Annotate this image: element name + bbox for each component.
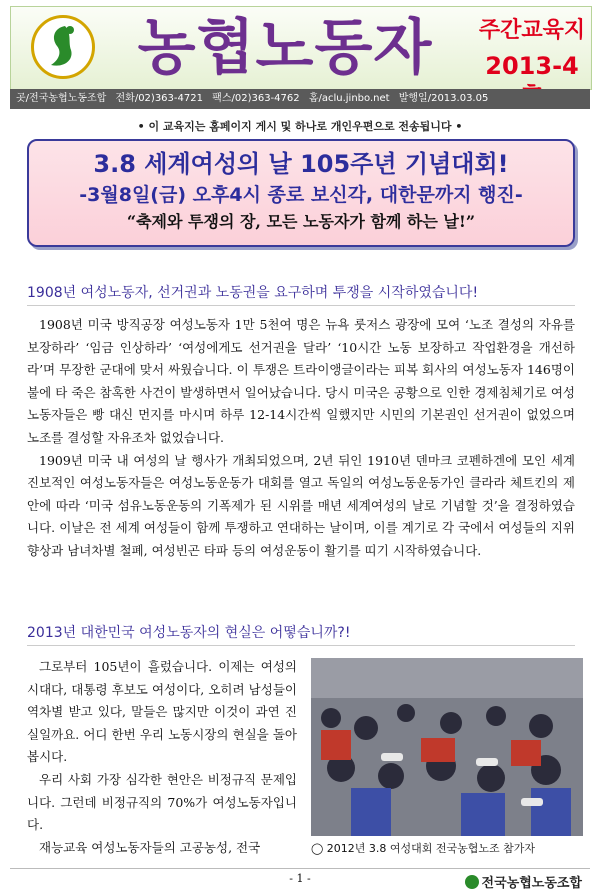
photo-caption: ◯ 2012년 3.8 여성대회 전국농협노조 참가자 bbox=[311, 842, 536, 855]
page-number: - 1 - bbox=[289, 872, 311, 885]
newsletter-title: 농협노동자 bbox=[137, 13, 433, 83]
issue-number: 2013-4 bbox=[485, 52, 579, 80]
masthead bbox=[10, 6, 592, 90]
contact-phone: 전화/02)363-4721 bbox=[115, 93, 203, 104]
issue-label: 주간교육지 bbox=[478, 18, 586, 43]
footer-organization bbox=[465, 872, 582, 891]
section1-paragraph: 1909년 미국 내 여성의 날 행사가 개최되었으며, 2년 뒤인 1910년 덴마크 코펜하겐에 모인 세계 진보적인 여성노동자들은 여성노동운동가 대회를 열고 독일의 여성노동운동가인 클라라 체트킨의 제안에 따라 ‘미국 섬유노동운동의 기폭제가 된 시위를 매년 세계여성의 날로 기념할 것’을 결정하였습니다. 이날은 전 세계 여성들이 함께 투쟁하고 연대하는 날이며, 이를 계기로 각 국에서 여성들의 지위 향상과 남녀차별 철폐, 여성빈곤 타파 등의 여성운동이 활기를 띠기 시작하였습니다. bbox=[27, 452, 575, 558]
event-banner bbox=[27, 139, 575, 247]
contact-org: 곳/전국농협노동조합 bbox=[16, 93, 107, 104]
banner-tagline: “축제와 투쟁의 장, 모든 노동자가 함께 하는 날!” bbox=[126, 212, 476, 231]
union-mark-icon bbox=[465, 875, 479, 889]
section2-paragraph: 그로부터 105년이 흘렀습니다. 이제는 여성의 시대다, 대통령 후보도 여성이다, 오히려 남성들이 역차별 받고 있다, 말들은 많지만 이것이 과연 진실일까요. 어디 한번 우리 노동시장의 현실을 돌아봅시다. bbox=[27, 659, 297, 765]
contact-fax: 팩스/02)363-4762 bbox=[212, 93, 300, 104]
footer-org-name: 전국농협노동조합 bbox=[481, 876, 582, 891]
section2-heading: 2013년 대한민국 여성노동자의 현실은 어떻습니까?! bbox=[27, 622, 575, 646]
section1-body bbox=[27, 314, 575, 563]
section1-paragraph: 1908년 미국 방직공장 여성노동자 1만 5천여 명은 뉴욕 룻저스 광장에 모여 ‘노조 결성의 자유를 보장하라’ ‘임금 인상하라’ ‘여성에게도 선거권을 달라’ ‘10시간 노동 보장하고 작업환경을 개선하라’며 무장한 군대에 맞서 싸웠습니다. 이 투쟁은 트라이앵글이라는 피복 회사의 여성노동자 146명이 불에 타 죽은 참혹한 사건이 발생하면서 일어났습니다. 당시 미국은 공황으로 인한 경제침체기로 여성노동자들은 빵 대신 먼지를 마시며 하루 12-14시간씩 일했지만 시민의 기본권인 선거권이 없었으며 노조를 결성할 자유조차 없었습니다. bbox=[27, 317, 575, 445]
banner-title: 3.8 세계여성의 날 105주년 기념대회! bbox=[93, 150, 509, 178]
union-logo-icon bbox=[31, 15, 95, 79]
banner-subtitle: -3월8일(금) 오후4시 종로 보신각, 대한문까지 행진- bbox=[79, 184, 523, 206]
contact-homepage: 홈/aclu.jinbo.net bbox=[308, 93, 390, 104]
contact-bar bbox=[10, 89, 590, 109]
rally-photo bbox=[311, 658, 583, 836]
distribution-notice: • 이 교육지는 홈페이지 게시 및 하나로 개인우편으로 전송됩니다 • bbox=[137, 120, 463, 133]
contact-date: 발행일/2013.03.05 bbox=[398, 93, 489, 104]
section1-heading: 1908년 여성노동자, 선거권과 노동권을 요구하며 투쟁을 시작하였습니다! bbox=[27, 282, 575, 306]
footer-divider bbox=[10, 868, 590, 869]
section2-body bbox=[27, 656, 297, 859]
section2-paragraph: 재능교육 여성노동자들의 고공농성, 전국 bbox=[39, 839, 261, 855]
section2-paragraph: 우리 사회 가장 심각한 현안은 비정규직 문제입니다. 그런데 비정규직의 70%가 여성노동자입니다. bbox=[27, 771, 297, 833]
